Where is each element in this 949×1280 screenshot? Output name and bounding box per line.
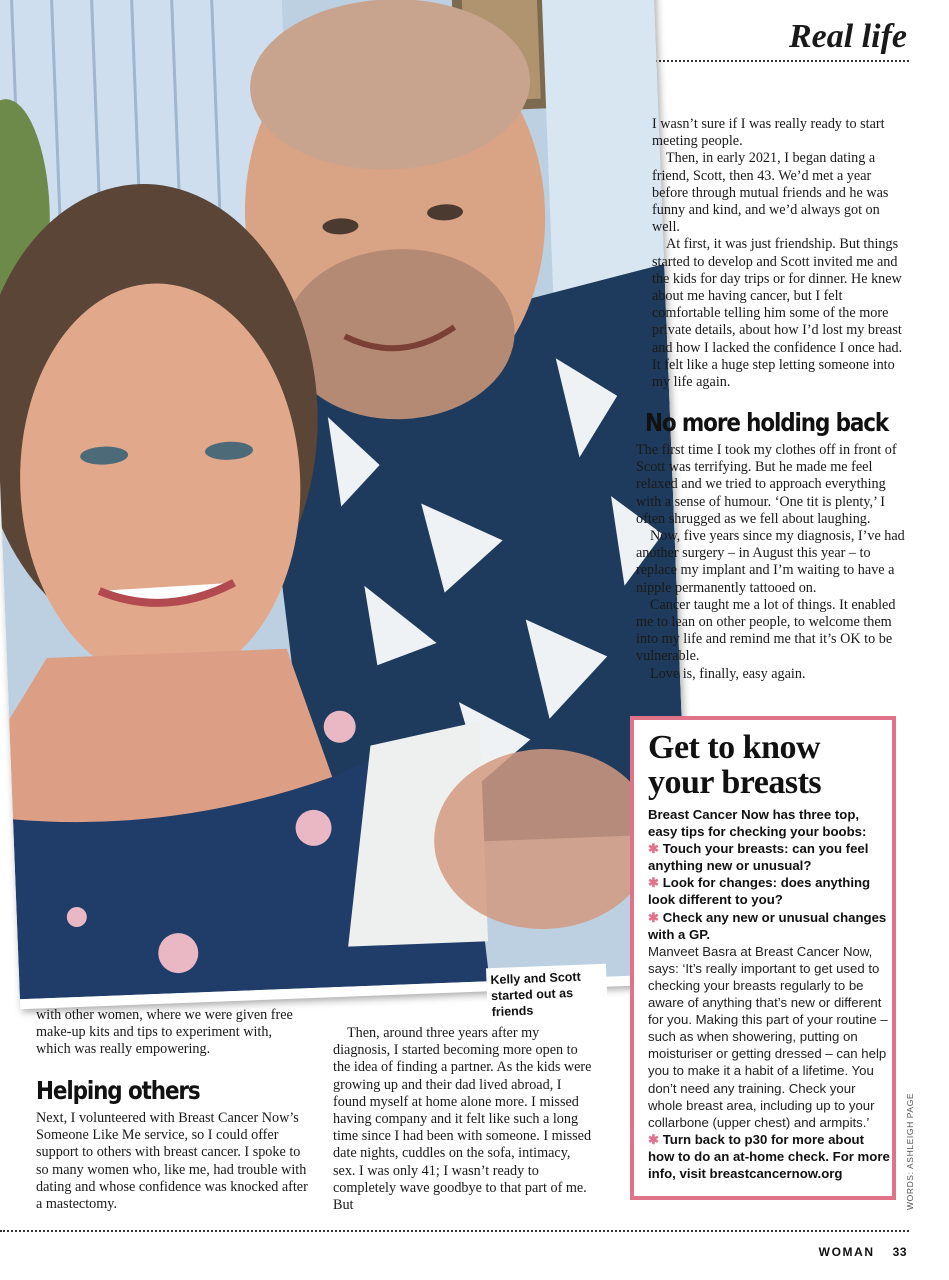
top-divider [640,60,909,62]
asterisk-icon: ✱ [648,841,660,857]
page-number: 33 [892,1245,907,1259]
info-box-title: Get to know your breasts [648,729,822,801]
tip-item [648,874,892,908]
info-box [630,716,896,1200]
page-footer [819,1245,907,1259]
info-box-intro: Breast Cancer Now has three top, easy tips for checking your boobs: [648,807,867,840]
bottom-divider [0,1230,909,1232]
info-box-cta [648,1131,892,1182]
tip-text: Check any new or unusual changes with a GP. [648,909,887,942]
info-box-quote: Manveet Basra at Breast Cancer Now, says: ‘It’s really important to get used to checking your breasts regularly to be aware of anything that’s new or different for you. Making this part of your routine – such as when showering, putting on moisturiser or getting dressed – can help you to make it a habit of a lifetime. You don’t need any training. Check your whole breast area, including up to your collarbone (upper chest) and armpits.’ [648,943,888,1130]
tip-text: Look for changes: does anything look different to you? [648,875,871,908]
info-box-body [648,806,892,1182]
paragraph: with other women, where we were given free make-up kits and tips to experiment with, which was really empowering. [36,1007,293,1058]
asterisk-icon: ✱ [648,875,660,891]
right-column-middle [636,442,908,683]
tip-item [648,909,892,943]
magazine-name: WOMAN [818,1245,875,1259]
tip-text: Touch your breasts: can you feel anything new or unusual? [648,841,869,874]
cta-text: Turn back to p30 for more about how to do an at-home check. For more info, visit breastcancernow.org [648,1131,890,1181]
paragraph: Cancer taught me a lot of things. It enabled me to lean on other people, to welcome them into my life and remind me that it’s OK to be vulnerable. [636,596,896,665]
subheading-helping-others: Helping others [36,1076,200,1105]
paragraph: Then, around three years after my diagnosis, I started becoming more open to the idea of finding a partner. As the kids were growing up and their dad lived abroad, I found myself at home alone more. I missed having company and it felt like such a long time since I had been with someone. I missed date nights, cuddles on the sofa, intimacy, sex. I was only 41; I wasn’t ready to completely wave goodbye to that part of me. But [333,1025,592,1214]
photo-credit: WORDS: ASHLEIGH PAGE [905,1092,915,1210]
paragraph: At first, it was just friendship. But things started to develop and Scott invited me and the kids for day trips or for dinner. He knew about me having cancer, but I felt comfortable telling him some of the more private details, about how I’d lost my breast and how I lacked the confidence I once had. It felt like a huge step letting someone into my life again. [652,236,903,391]
left-column-bottom [36,1110,310,1213]
asterisk-icon: ✱ [648,1131,660,1147]
paragraph: The first time I took my clothes off in front of Scott was terrifying. But he made me feel relaxed and we tried to approach everything with a sense of humour. ‘One tit is plenty,’ I often shrugged as we fell about laughing. [636,442,897,527]
left-column-top [36,1007,304,1059]
paragraph: Now, five years since my diagnosis, I’ve had another surgery – in August this year – to replace my implant and I’m waiting to have a nipple permanently tattooed on. [636,528,905,596]
asterisk-icon: ✱ [648,909,660,925]
right-column-top [652,116,910,391]
paragraph: I wasn’t sure if I was really ready to start meeting people. [652,116,885,150]
paragraph: Love is, finally, easy again. [650,665,806,682]
section-label: Real life [788,18,907,55]
paragraph: Next, I volunteered with Breast Cancer Now’s Someone Like Me service, so I could offer support to others with breast cancer. I spoke to so many women who, like me, had trouble with dating and whose confidence was knocked after a mastectomy. [36,1110,308,1213]
tip-item [648,840,892,874]
paragraph: Then, in early 2021, I began dating a friend, Scott, then 43. We’d met a year before through mutual friends and he was funny and kind, and we’d always got on well. [652,150,889,236]
photo-caption: Kelly and Scott started out as friends [486,964,608,1023]
subheading-no-more-holding-back: No more holding back [645,408,889,437]
middle-column [333,1025,595,1214]
